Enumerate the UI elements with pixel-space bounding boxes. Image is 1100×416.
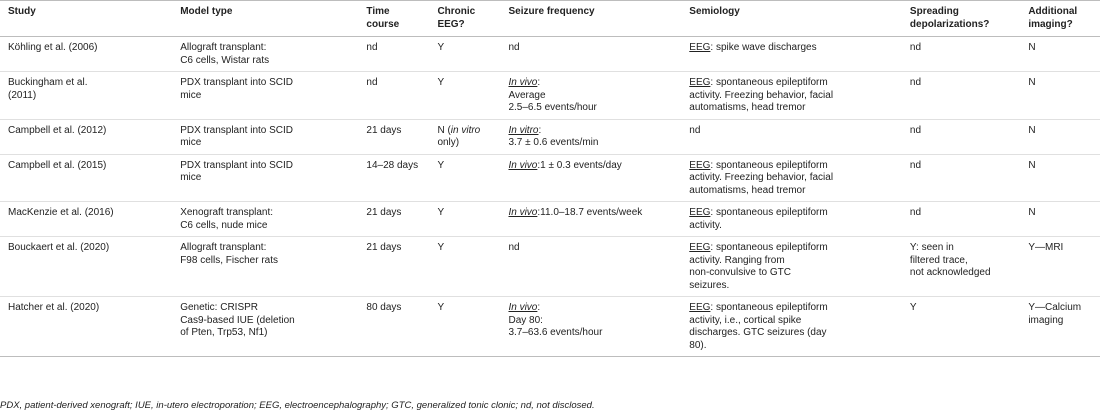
in-vivo-label: In vivo [508, 159, 538, 171]
cell-chronic-eeg [429, 119, 500, 154]
cell-spreading-depolarizations: nd [902, 37, 1020, 72]
cell-semiology [681, 202, 902, 237]
cell-chronic-eeg: Y [429, 297, 500, 357]
cell-seizure-frequency [500, 202, 681, 237]
cell-chronic-eeg: Y [429, 37, 500, 72]
table-row [0, 202, 1100, 237]
cell-study: Bouckaert et al. (2020) [0, 237, 172, 297]
cell-time-course: nd [358, 72, 429, 120]
eeg-label: EEG [689, 302, 711, 313]
cell-study: Köhling et al. (2006) [0, 37, 172, 72]
table-row [0, 237, 1100, 297]
cell-semiology [681, 297, 902, 357]
cell-semiology [681, 37, 902, 72]
freq-text: :1 ± 0.3 events/day [537, 159, 622, 171]
cell-model-type: Allograft transplant: F98 cells, Fischer rats [172, 237, 358, 297]
in-vivo-label: In vivo [508, 77, 538, 88]
semiology-text: : spontaneous epileptiform activity. Freezing behavior, facial automatisms, head tremor [689, 159, 834, 196]
cell-additional-imaging: N [1020, 37, 1100, 72]
header-study: Study [0, 1, 172, 37]
table-row [0, 297, 1100, 357]
cell-semiology [681, 72, 902, 120]
eeg-note-end: only) [437, 137, 460, 148]
table-row [0, 154, 1100, 202]
cell-model-type: PDX transplant into SCID mice [172, 154, 358, 202]
header-semiology: Semiology [681, 1, 902, 37]
cell-additional-imaging: N [1020, 154, 1100, 202]
table-row [0, 37, 1100, 72]
semiology-text: : spontaneous epileptiform activity. Freezing behavior, facial automatisms, head tremor [689, 77, 834, 113]
cell-additional-imaging: Y—MRI [1020, 237, 1100, 297]
cell-chronic-eeg: Y [429, 72, 500, 120]
cell-study: Buckingham et al. (2011) [0, 72, 172, 120]
eeg-label: EEG [689, 77, 711, 88]
cell-spreading-depolarizations: Y: seen in filtered trace, not acknowledged [902, 237, 1020, 297]
cell-spreading-depolarizations: nd [902, 202, 1020, 237]
freq-text: : Average 2.5–6.5 events/hour [508, 77, 597, 113]
cell-time-course: 14–28 days [358, 154, 429, 202]
cell-model-type: Allograft transplant: C6 cells, Wistar rats [172, 37, 358, 72]
semiology-text: : spontaneous epileptiform activity. [689, 207, 828, 231]
cell-seizure-frequency [500, 237, 681, 297]
semiology-text: : spontaneous epileptiform activity. Ranging from non-convulsive to GTC seizures. [689, 242, 828, 291]
freq-text: :11.0–18.7 events/week [537, 207, 643, 218]
header-row [0, 1, 1100, 37]
semiology-text: : spike wave discharges [710, 42, 817, 53]
cell-semiology [681, 237, 902, 297]
cell-seizure-frequency [500, 119, 681, 154]
cell-model-type: PDX transplant into SCID mice [172, 119, 358, 154]
table-footnote: PDX, patient-derived xenograft; IUE, in-utero electroporation; EEG, electroencephalography; GTC, generalized tonic clonic; nd, not disclosed. [0, 400, 595, 411]
header-chronic-eeg: Chronic EEG? [429, 1, 500, 37]
cell-seizure-frequency [500, 37, 681, 72]
cell-chronic-eeg: Y [429, 237, 500, 297]
cell-model-type: PDX transplant into SCID mice [172, 72, 358, 120]
header-seizure-frequency: Seizure frequency [500, 1, 681, 37]
freq-text: nd [508, 42, 520, 53]
cell-semiology [681, 154, 902, 202]
table-row [0, 119, 1100, 154]
cell-study: Campbell et al. (2015) [0, 154, 172, 202]
in-vitro-label: In vitro [508, 124, 539, 136]
cell-study: Hatcher et al. (2020) [0, 297, 172, 357]
eeg-label: EEG [689, 242, 711, 253]
cell-spreading-depolarizations: nd [902, 72, 1020, 120]
table-row [0, 72, 1100, 120]
cell-time-course: 80 days [358, 297, 429, 357]
cell-time-course: 21 days [358, 202, 429, 237]
in-vivo-label: In vivo [508, 302, 538, 313]
header-model-type: Model type [172, 1, 358, 37]
cell-chronic-eeg: Y [429, 202, 500, 237]
in-vitro-note: in vitro [450, 124, 481, 136]
freq-text: : 3.7 ± 0.6 events/min [508, 124, 599, 148]
cell-time-course: 21 days [358, 119, 429, 154]
freq-text: nd [508, 242, 520, 253]
cell-seizure-frequency [500, 154, 681, 202]
cell-additional-imaging: N [1020, 119, 1100, 154]
cell-study: MacKenzie et al. (2016) [0, 202, 172, 237]
cell-spreading-depolarizations: Y [902, 297, 1020, 357]
cell-additional-imaging: N [1020, 72, 1100, 120]
header-time-course: Time course [358, 1, 429, 37]
header-spreading-depolarizations: Spreading depolarizations? [902, 1, 1020, 37]
cell-additional-imaging: N [1020, 202, 1100, 237]
cell-seizure-frequency [500, 72, 681, 120]
eeg-label: EEG [689, 159, 711, 171]
cell-study: Campbell et al. (2012) [0, 119, 172, 154]
eeg-label: EEG [689, 42, 711, 53]
in-vivo-label: In vivo [508, 207, 538, 218]
cell-seizure-frequency [500, 297, 681, 357]
cell-spreading-depolarizations: nd [902, 119, 1020, 154]
cell-additional-imaging: Y—Calcium imaging [1020, 297, 1100, 357]
eeg-value: N ( [437, 124, 451, 136]
freq-text: : Day 80: 3.7–63.6 events/hour [508, 302, 603, 338]
cell-time-course: nd [358, 37, 429, 72]
cell-chronic-eeg: Y [429, 154, 500, 202]
header-additional-imaging: Additional imaging? [1020, 1, 1100, 37]
semiology-text: : spontaneous epileptiform activity, i.e., cortical spike discharges. GTC seizures (day 80). [689, 302, 828, 351]
cell-spreading-depolarizations: nd [902, 154, 1020, 202]
cell-model-type: Genetic: CRISPR Cas9-based IUE (deletion of Pten, Trp53, Nf1) [172, 297, 358, 357]
eeg-label: EEG [689, 207, 711, 218]
semiology-text: nd [689, 124, 701, 136]
cell-semiology [681, 119, 902, 154]
cell-model-type: Xenograft transplant: C6 cells, nude mice [172, 202, 358, 237]
cell-time-course: 21 days [358, 237, 429, 297]
